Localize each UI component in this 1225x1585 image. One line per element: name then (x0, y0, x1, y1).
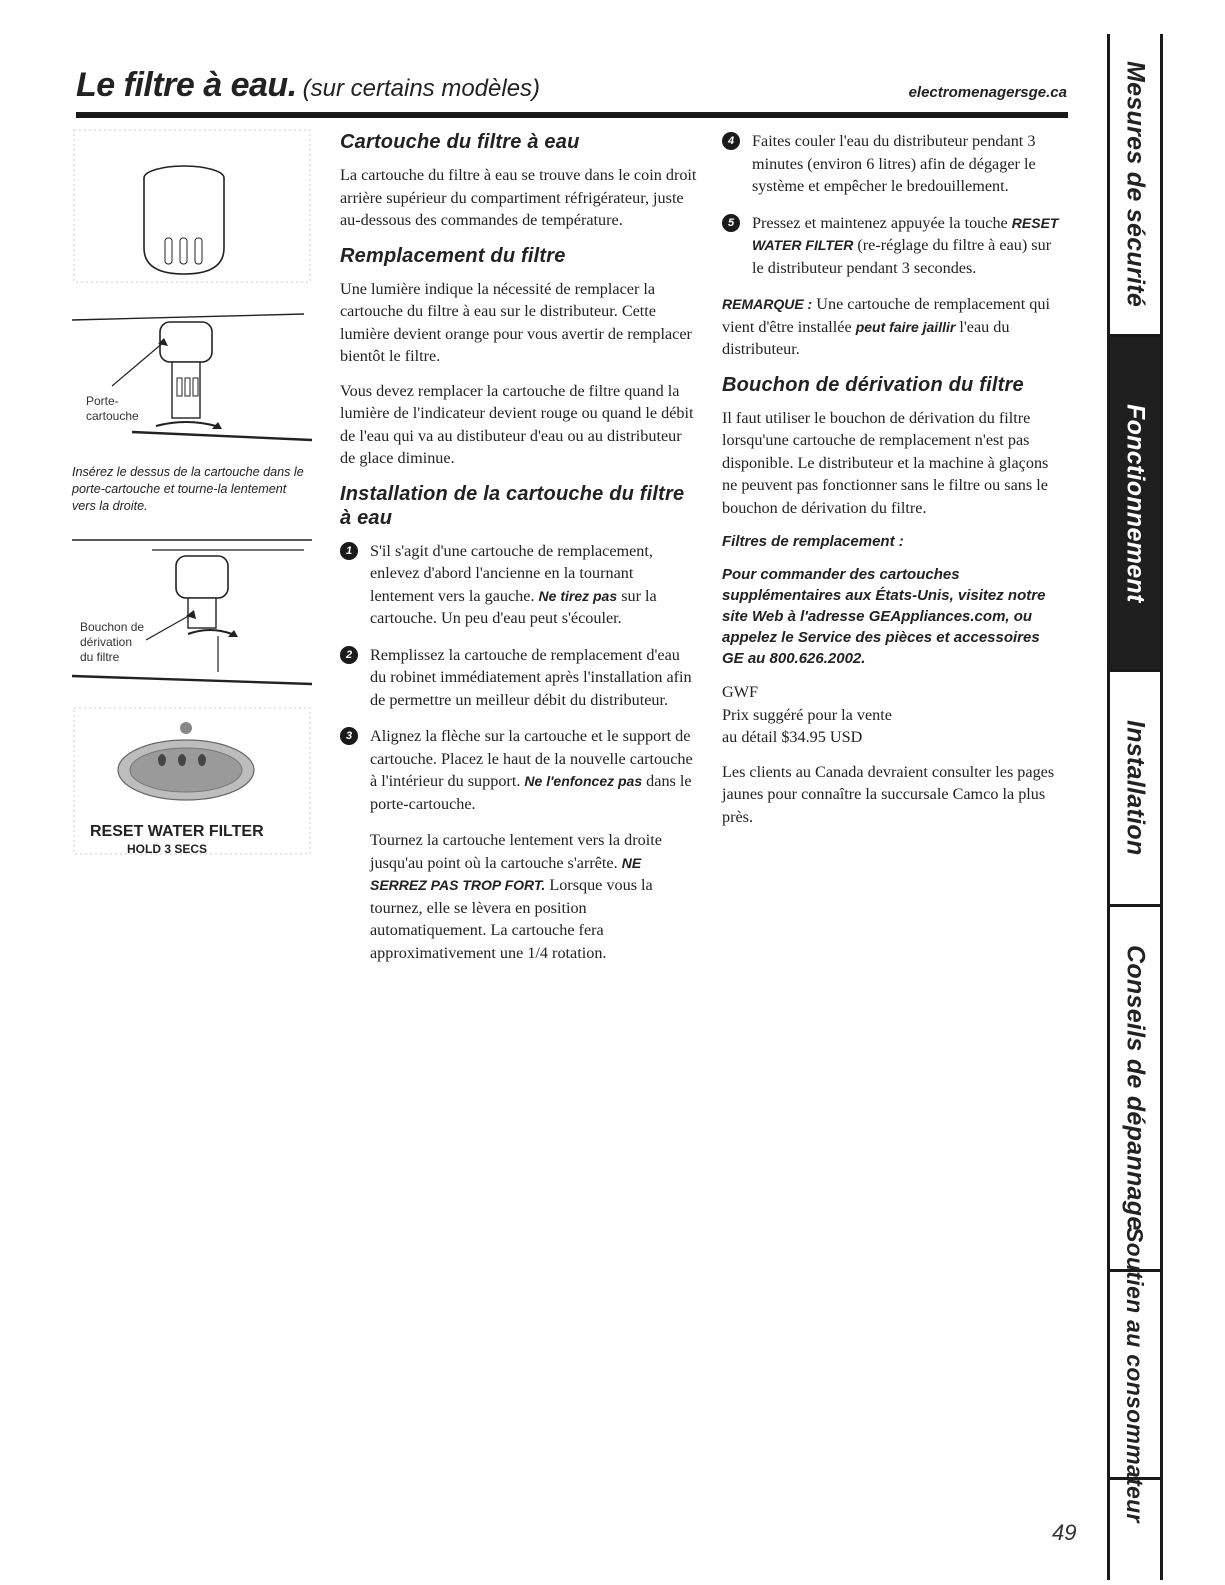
main-column (340, 130, 700, 976)
remarque-note: REMARQUE : Une cartouche de remplacement qui vient d'être installée peut faire jaillir l'eau du distributeur. (722, 295, 1050, 358)
tab-soutien-consommateur[interactable]: Soutien au consommateur (1110, 1272, 1160, 1480)
step-4: 4 Faites couler l'eau du distributeur pendant 3 minutes (environ 6 litres) afin de dégager le système et empêcher le bredouillement. (722, 130, 1060, 198)
tab-conseils-depannage[interactable]: Conseils de dépannage (1110, 907, 1160, 1272)
step-number-badge: 1 (340, 542, 358, 560)
tab-fonctionnement[interactable]: Fonctionnement (1110, 337, 1160, 672)
paragraph-cartouche: La cartouche du filtre à eau se trouve dans le coin droit arrière supérieur du compartiment réfrigérateur, juste au-dessous des commandes de température. (340, 166, 697, 229)
price-info: GWF Prix suggéré pour la vente au détail $34.95 USD (722, 683, 892, 746)
cartridge-holder-illustration (72, 308, 312, 458)
side-column (722, 130, 1060, 840)
page-title-subtitle: (sur certains modèles) (302, 75, 541, 102)
paragraph-bouchon: Il faut utiliser le bouchon de dérivation du filtre lorsqu'une cartouche de remplacement n'est pas disponible. Le distributeur et la machine à glaçons ne peuvent pas fonctionner sans le filtre ou sans le bouchon de dérivation du filtre. (722, 408, 1049, 517)
step-1: 1 S'il s'agit d'une cartouche de remplacement, enlevez d'abord l'ancienne en la tournant lentement vers la gauche. Ne tirez pas sur la cartouche. Un peu d'eau peut s'écouler. (340, 540, 700, 630)
heading-installation: Installation de la cartouche du filtre à eau (340, 482, 685, 529)
paragraph-remplacement-2: Vous devez remplacer la cartouche de filtre quand la lumière de l'indicateur devient rouge ou quand le débit de l'eau qui va au distibuteur d'eau ou au distributeur de glace diminue. (340, 381, 694, 467)
section-tabs (1107, 34, 1163, 1580)
bypass-plug-label: Bouchon de dérivation du filtre (80, 620, 145, 664)
emphasis-text: Ne tirez pas (538, 587, 618, 604)
holder-caption: Insérez le dessus de la cartouche dans le porte-cartouche et tourne-la lentement vers la droite. (72, 465, 304, 513)
filtres-remplacement-title: Filtres de remplacement : (722, 533, 904, 550)
step-number-badge: 5 (722, 214, 740, 232)
step-number-badge: 4 (722, 132, 740, 150)
website-url[interactable]: electromenagersge.ca (908, 84, 1067, 101)
tab-installation[interactable]: Installation (1110, 672, 1160, 907)
paragraph-tournez: Tournez la cartouche lentement vers la droite jusqu'au point où la cartouche s'arrête. NE SERREZ PAS TROP FORT. Lorsque vous la tournez, elle se lèvera en position automatiquement. La cartouche fera approximativement une 1/4 rotation. (370, 831, 662, 962)
remarque-label: REMARQUE : (722, 296, 813, 312)
emphasis-text: RESET WATER FILTER (752, 214, 1059, 253)
step-5: 5 Pressez et maintenez appuyée la touche RESET WATER FILTER (re-réglage du filtre à eau) sur le distributeur pendant 3 secondes. (722, 212, 1060, 280)
heading-remplacement: Remplacement du filtre (340, 244, 566, 267)
tab-mesures-securite[interactable]: Mesures de sécurité (1110, 34, 1160, 337)
cartridge-illustration (72, 128, 312, 288)
page-number: 49 (1052, 1520, 1077, 1545)
reset-hold-label: HOLD 3 SECS (127, 842, 208, 856)
order-info: Pour commander des cartouches supplémentaires aux États-Unis, visitez notre site Web à l'adresse GEAppliances.com, ou appelez le Service des pièces et accessoires GE au 800.626.2002. (722, 566, 1046, 667)
heading-cartouche: Cartouche du filtre à eau (340, 131, 580, 153)
emphasis-text: NE SERREZ PAS TROP FORT. (370, 854, 642, 893)
paragraph-canada: Les clients au Canada devraient consulter les pages jaunes pour connaître la succursale Camco la plus près. (722, 762, 1055, 826)
step-number-badge: 3 (340, 727, 358, 745)
header-rule (76, 112, 1068, 118)
page-title (76, 66, 540, 105)
emphasis-text: Ne l'enfoncez pas (524, 773, 643, 789)
paragraph-remplacement-1: Une lumière indique la nécessité de remplacer la cartouche du filtre à eau sur le distributeur. Cette lumière devient orange pour vous avertir de remplacer bientôt le filtre. (340, 279, 692, 365)
emphasis-text: peut faire jaillir (855, 318, 956, 335)
step-number-badge: 2 (340, 646, 358, 664)
holder-label: Porte- cartouche (86, 394, 139, 423)
step-2: 2 Remplissez la cartouche de remplacement d'eau du robinet immédiatement après l'installation afin de permettre un meilleur débit du distributeur. (340, 644, 700, 712)
heading-bouchon: Bouchon de dérivation du filtre (722, 373, 1024, 396)
reset-water-filter-label: RESET WATER FILTER (90, 823, 264, 840)
step-3: 3 Alignez la flèche sur la cartouche et le support de cartouche. Placez le haut de la nouvelle cartouche à l'intérieur du support. Ne l'enfoncez pas dans le porte-cartouche. (340, 725, 700, 815)
model-code: GWF (722, 683, 758, 701)
page-title-main: Le filtre à eau. (76, 66, 297, 104)
